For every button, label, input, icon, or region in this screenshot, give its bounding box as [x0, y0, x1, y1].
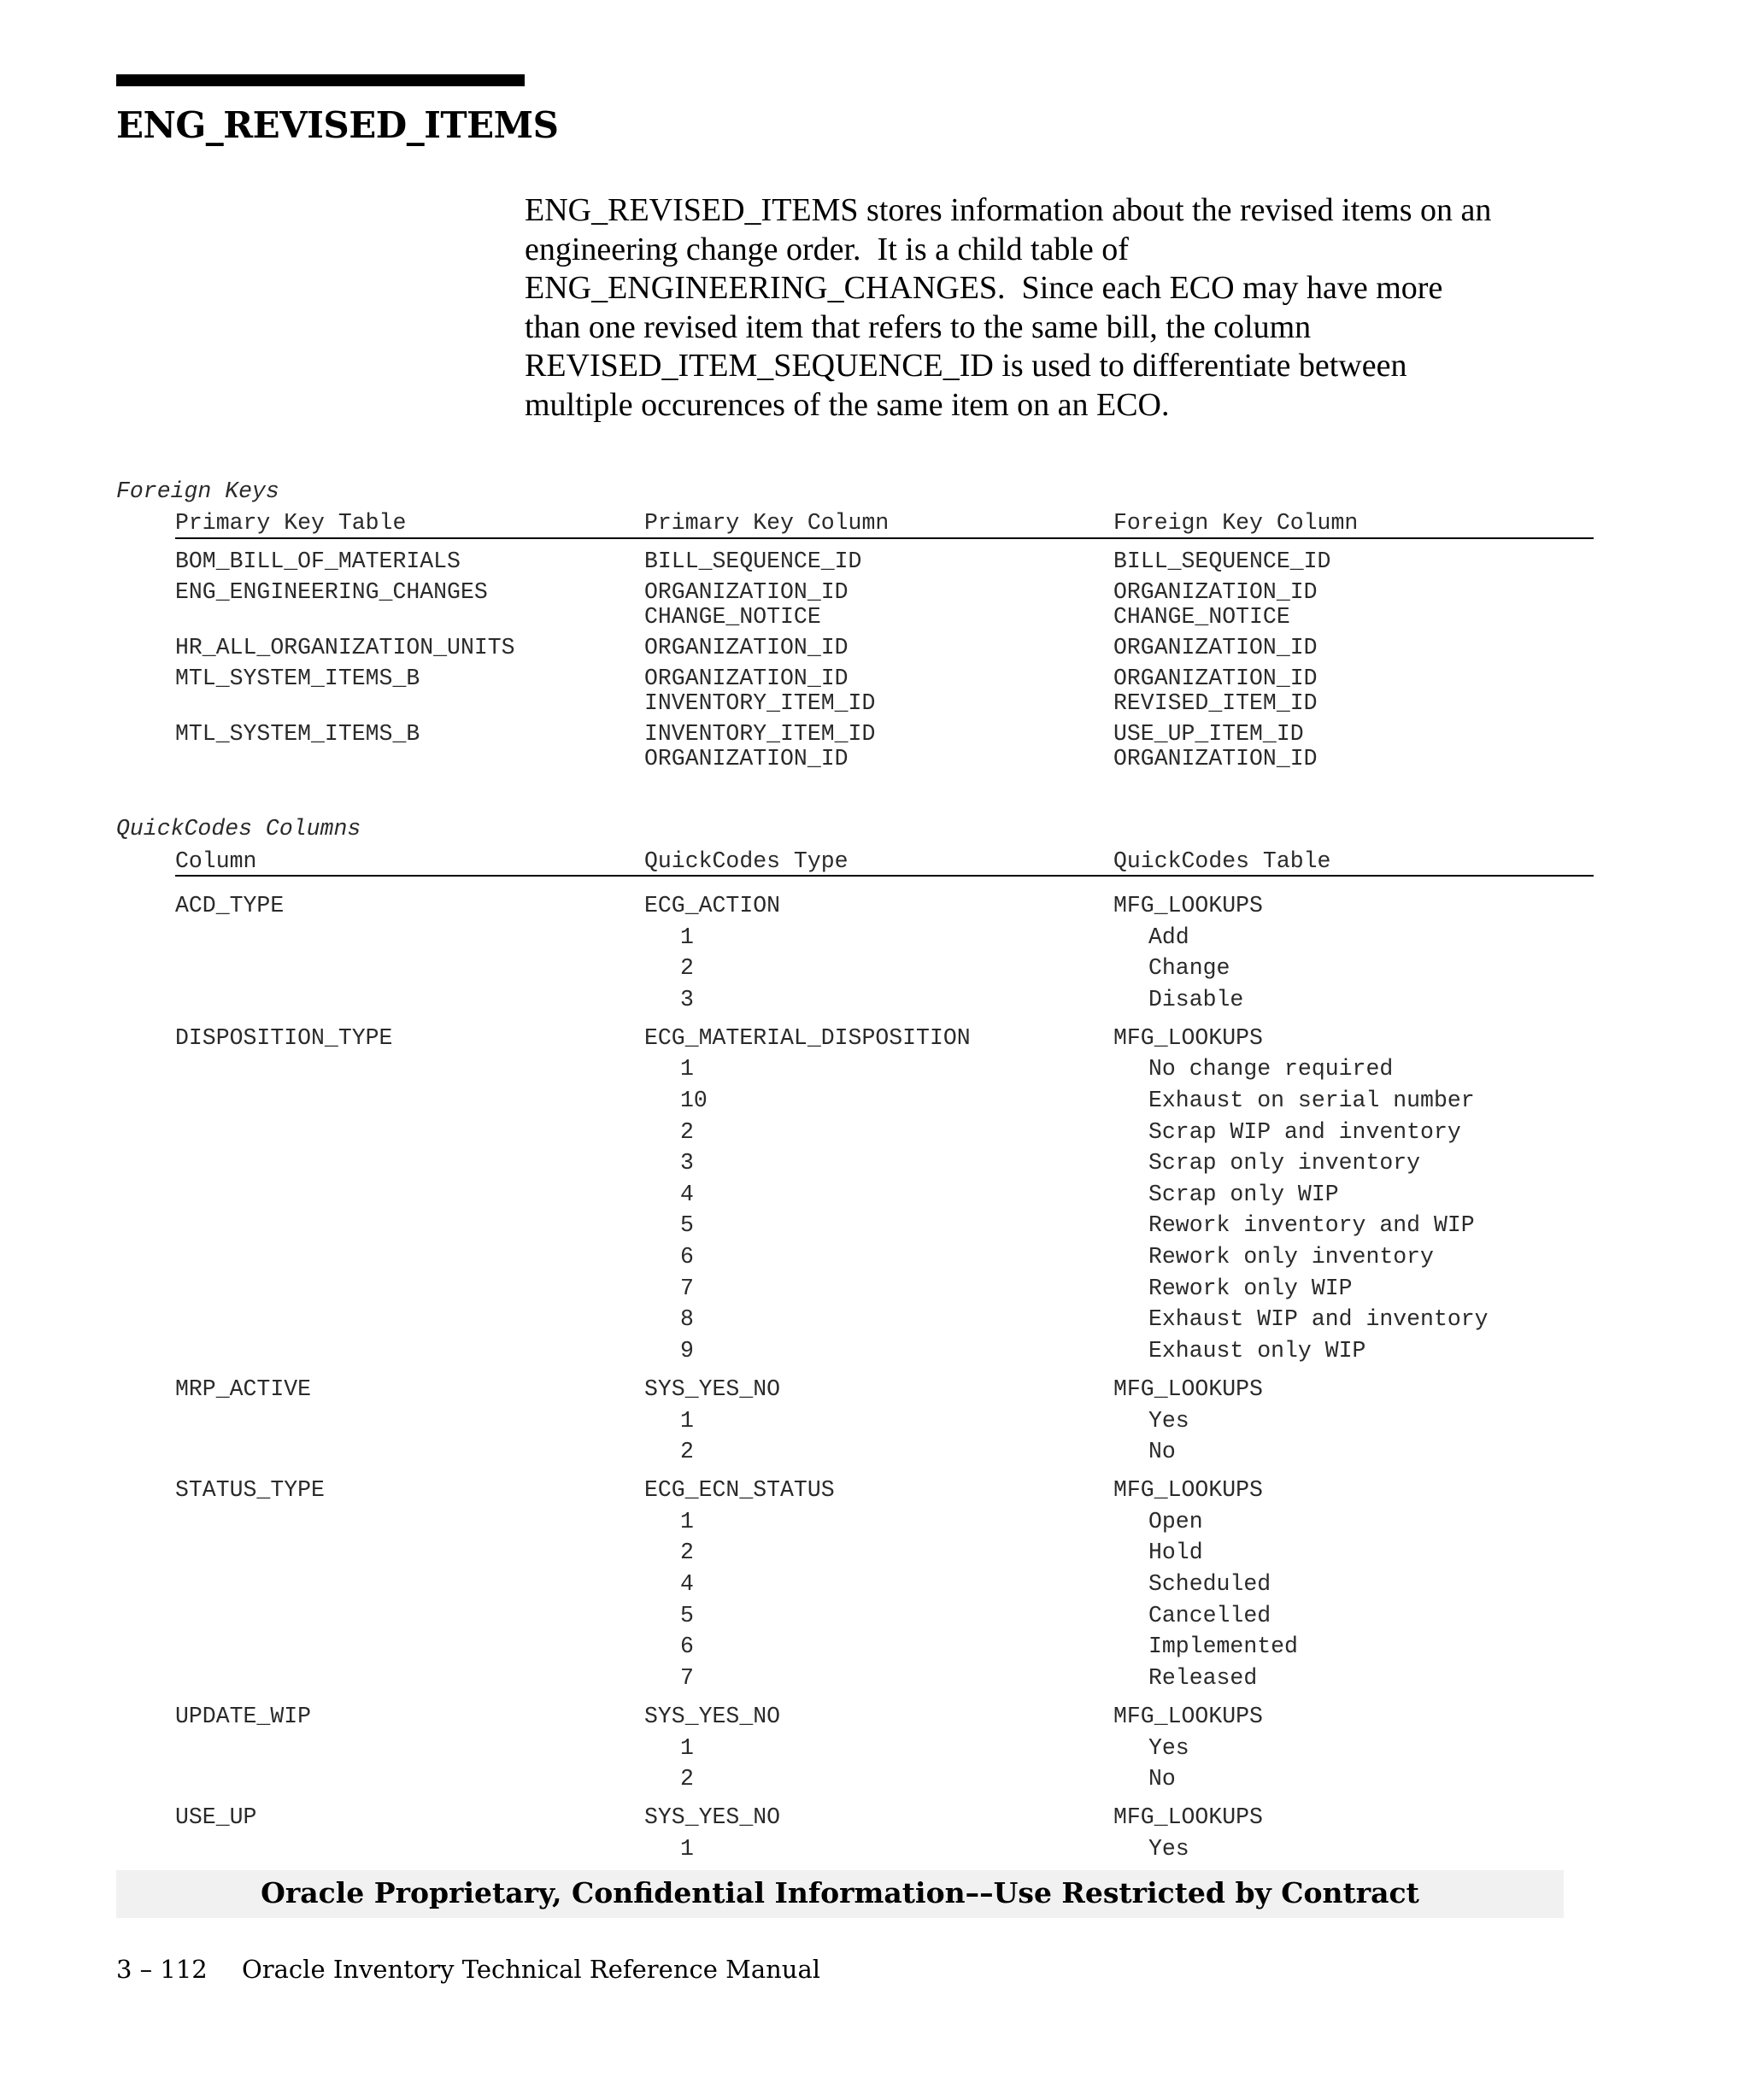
description-line: REVISED_ITEM_SEQUENCE_ID is used to differentiate between	[525, 348, 1407, 384]
qc-code-meaning: Scrap only WIP	[1148, 1182, 1339, 1207]
qc-code-meaning: No change required	[1148, 1056, 1394, 1082]
qc-code-meaning: Cancelled	[1148, 1603, 1271, 1628]
qc-code-meaning: Exhaust WIP and inventory	[1148, 1306, 1489, 1332]
description-line: than one revised item that refers to the same bill, the column	[525, 308, 1312, 345]
fk-row-table: HR_ALL_ORGANIZATION_UNITS	[175, 635, 515, 660]
fk-row-pk: INVENTORY_ITEM_ID	[644, 721, 876, 747]
fk-row-table: MTL_SYSTEM_ITEMS_B	[175, 721, 420, 747]
fk-header-fk-column: Foreign Key Column	[1113, 510, 1359, 536]
qc-table: MFG_LOOKUPS	[1113, 1704, 1263, 1729]
fk-header-rule	[175, 537, 1594, 539]
qc-code-value: 2	[680, 1119, 694, 1145]
qc-code-meaning: Disable	[1148, 987, 1244, 1012]
qc-code-meaning: Rework only inventory	[1148, 1244, 1434, 1270]
quickcodes-label: QuickCodes Columns	[116, 816, 361, 842]
qc-code-value: 4	[680, 1571, 694, 1597]
qc-code-value: 2	[680, 1540, 694, 1565]
qc-code-meaning: Open	[1148, 1509, 1203, 1534]
qc-header-column: Column	[175, 848, 257, 874]
fk-row-pk: ORGANIZATION_ID	[644, 746, 849, 771]
qc-column-name: UPDATE_WIP	[175, 1704, 312, 1729]
qc-header-rule	[175, 875, 1594, 877]
fk-row-table: ENG_ENGINEERING_CHANGES	[175, 579, 488, 605]
qc-code-meaning: No	[1148, 1439, 1176, 1464]
fk-row-pk: INVENTORY_ITEM_ID	[644, 690, 876, 716]
fk-row-pk: ORGANIZATION_ID	[644, 635, 849, 660]
qc-code-value: 10	[680, 1088, 708, 1113]
qc-column-name: MRP_ACTIVE	[175, 1376, 312, 1402]
qc-code-meaning: Rework only WIP	[1148, 1276, 1353, 1301]
qc-code-meaning: Exhaust on serial number	[1148, 1088, 1475, 1113]
qc-code-value: 8	[680, 1306, 694, 1332]
qc-code-meaning: Implemented	[1148, 1634, 1298, 1659]
qc-header-table: QuickCodes Table	[1113, 848, 1331, 874]
qc-code-meaning: Rework inventory and WIP	[1148, 1212, 1475, 1238]
qc-column-name: ACD_TYPE	[175, 893, 285, 918]
qc-type: SYS_YES_NO	[644, 1804, 781, 1830]
description-line: multiple occurences of the same item on an ECO.	[525, 386, 1170, 423]
qc-code-value: 7	[680, 1665, 694, 1691]
qc-code-value: 4	[680, 1182, 694, 1207]
fk-row-fk: ORGANIZATION_ID	[1113, 635, 1318, 660]
qc-table: MFG_LOOKUPS	[1113, 893, 1263, 918]
page-number: 3 – 112	[116, 1955, 208, 1984]
qc-code-value: 6	[680, 1244, 694, 1270]
qc-code-meaning: Exhaust only WIP	[1148, 1338, 1366, 1364]
fk-row-fk: ORGANIZATION_ID	[1113, 666, 1318, 691]
qc-table: MFG_LOOKUPS	[1113, 1376, 1263, 1402]
qc-code-value: 1	[680, 1836, 694, 1862]
description-line: engineering change order. It is a child table of	[525, 231, 1129, 267]
fk-header-pk-column: Primary Key Column	[644, 510, 890, 536]
qc-code-meaning: Yes	[1148, 1836, 1189, 1862]
qc-code-value: 2	[680, 1766, 694, 1792]
qc-code-meaning: No	[1148, 1766, 1176, 1792]
qc-column-name: STATUS_TYPE	[175, 1477, 325, 1503]
fk-row-fk: ORGANIZATION_ID	[1113, 746, 1318, 771]
page-title: ENG_REVISED_ITEMS	[116, 104, 559, 146]
qc-code-value: 1	[680, 924, 694, 950]
qc-code-value: 1	[680, 1056, 694, 1082]
fk-row-fk: REVISED_ITEM_ID	[1113, 690, 1318, 716]
description-line: ENG_ENGINEERING_CHANGES. Since each ECO may have more	[525, 270, 1443, 306]
qc-code-meaning: Scrap WIP and inventory	[1148, 1119, 1461, 1145]
fk-row-table: BOM_BILL_OF_MATERIALS	[175, 548, 461, 574]
qc-code-value: 1	[680, 1735, 694, 1761]
fk-row-pk: ORGANIZATION_ID	[644, 666, 849, 691]
qc-code-value: 7	[680, 1276, 694, 1301]
qc-code-value: 3	[680, 987, 694, 1012]
manual-title: Oracle Inventory Technical Reference Manual	[242, 1955, 821, 1984]
qc-code-value: 2	[680, 1439, 694, 1464]
fk-row-pk: CHANGE_NOTICE	[644, 604, 821, 630]
qc-code-meaning: Yes	[1148, 1735, 1189, 1761]
qc-code-value: 3	[680, 1150, 694, 1176]
proprietary-notice: Oracle Proprietary, Confidential Information––Use Restricted by Contract	[261, 1876, 1419, 1909]
fk-row-fk: CHANGE_NOTICE	[1113, 604, 1290, 630]
qc-code-value: 9	[680, 1338, 694, 1364]
fk-row-pk: BILL_SEQUENCE_ID	[644, 548, 862, 574]
qc-code-value: 2	[680, 955, 694, 981]
fk-row-table: MTL_SYSTEM_ITEMS_B	[175, 666, 420, 691]
qc-code-value: 5	[680, 1212, 694, 1238]
qc-code-value: 5	[680, 1603, 694, 1628]
qc-type: SYS_YES_NO	[644, 1376, 781, 1402]
qc-code-value: 1	[680, 1408, 694, 1434]
qc-table: MFG_LOOKUPS	[1113, 1804, 1263, 1830]
fk-header-table: Primary Key Table	[175, 510, 407, 536]
qc-type: ECG_ECN_STATUS	[644, 1477, 835, 1503]
qc-column-name: USE_UP	[175, 1804, 257, 1830]
qc-code-value: 6	[680, 1634, 694, 1659]
table-description	[525, 191, 1584, 425]
qc-code-meaning: Scheduled	[1148, 1571, 1271, 1597]
foreign-keys-label: Foreign Keys	[116, 478, 279, 504]
qc-code-meaning: Hold	[1148, 1540, 1203, 1565]
fk-row-fk: BILL_SEQUENCE_ID	[1113, 548, 1331, 574]
qc-type: ECG_ACTION	[644, 893, 781, 918]
fk-row-pk: ORGANIZATION_ID	[644, 579, 849, 605]
qc-table: MFG_LOOKUPS	[1113, 1477, 1263, 1503]
title-rule	[116, 74, 525, 86]
fk-row-fk: USE_UP_ITEM_ID	[1113, 721, 1304, 747]
fk-row-fk: ORGANIZATION_ID	[1113, 579, 1318, 605]
qc-table: MFG_LOOKUPS	[1113, 1025, 1263, 1051]
description-line: ENG_REVISED_ITEMS stores information about the revised items on an	[525, 192, 1492, 228]
qc-code-meaning: Released	[1148, 1665, 1258, 1691]
qc-type: ECG_MATERIAL_DISPOSITION	[644, 1025, 971, 1051]
qc-code-meaning: Change	[1148, 955, 1230, 981]
qc-type: SYS_YES_NO	[644, 1704, 781, 1729]
qc-code-meaning: Scrap only inventory	[1148, 1150, 1421, 1176]
qc-code-meaning: Add	[1148, 924, 1189, 950]
qc-header-type: QuickCodes Type	[644, 848, 849, 874]
qc-code-meaning: Yes	[1148, 1408, 1189, 1434]
qc-column-name: DISPOSITION_TYPE	[175, 1025, 393, 1051]
qc-code-value: 1	[680, 1509, 694, 1534]
